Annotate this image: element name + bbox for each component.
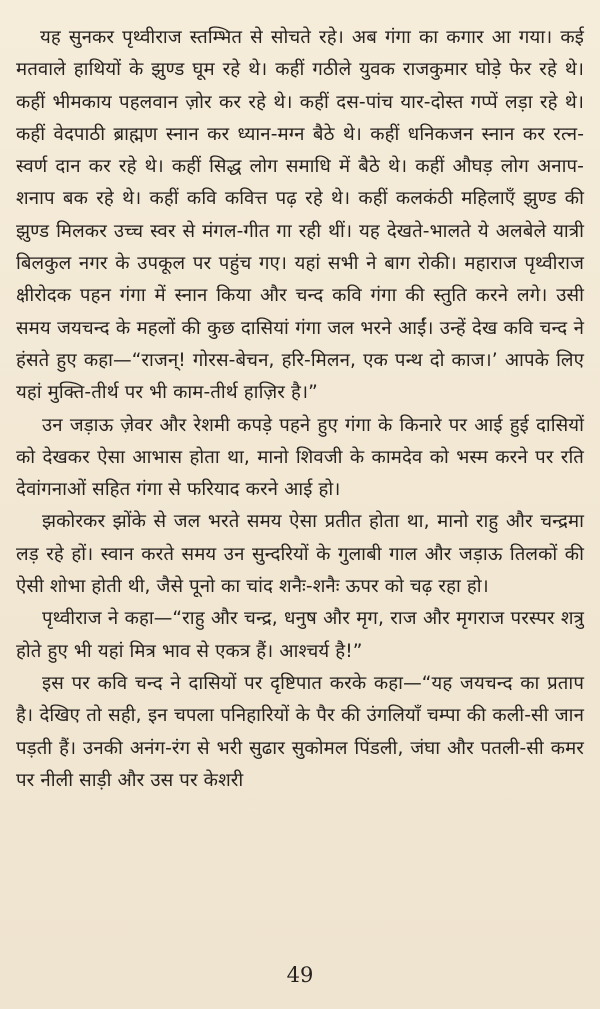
paragraph-1: यह सुनकर पृथ्वीराज स्तम्भित से सोचते रहे। अब गंगा का कगार आ गया। कई मतवाले हाथियों के झुण्ड घूम रहे थे। कहीं गठीले युवक राजकुमार घोड़े फेर रहे थे। कहीं भीमकाय पहलवान ज़ोर कर रहे थे। कहीं दस-पांच यार-दोस्त गप्पें लड़ा रहे थे। कहीं वेदपाठी ब्राह्मण स्नान कर ध्यान-मग्न बैठे थे। कहीं धनिकजन स्नान कर रत्न-स्वर्ण दान कर रहे थे। कहीं सिद्ध लोग समाधि में बैठे थे। कहीं औघड़ लोग अनाप-शनाप बक रहे थे। कहीं कवि कवित्त पढ़ रहे थे। कहीं कलकंठी महिलाएँ झुण्ड की झुण्ड मिलकर उच्च स्वर से मंगल-गीत गा रही थीं। यह देखते-भालते ये अलबेले यात्री बिलकुल नगर के उपकूल पर पहुंच गए। यहां सभी ने बाग रोकी। महाराज पृथ्वीराज क्षीरोदक पहन गंगा में स्नान किया और चन्द कवि गंगा की स्तुति करने लगे। उसी समय जयचन्द के महलों की कुछ दासियां गंगा जल भरने आईं। उन्हें देख कवि चन्द ने हंसते हुए कहा—“राजन्! गोरस-बेचन, हरि-मिलन, एक पन्थ दो काज।’ आपके लिए यहां मुक्ति-तीर्थ पर भी काम-तीर्थ हाज़िर है।”: [16, 27, 584, 404]
paragraph-5: इस पर कवि चन्द ने दासियों पर दृष्टिपात करके कहा—“यह जयचन्द का प्रताप है। देखिए तो सही, इन चपला पनिहारियों के पैर की उंगलियाँ चम्पा की कली-सी जान पड़ती हैं। उनकी अनंग-रंग से भरी सुढार सुकोमल पिंडली, जंघा और पतली-सी कमर पर नीली साड़ी और उस पर केशरी: [16, 672, 584, 791]
paragraph-2: उन जड़ाऊ ज़ेवर और रेशमी कपड़े पहने हुए गंगा के किनारे पर आई हुई दासियों को देखकर ऐसा आभास होता था, मानो शिवजी के कामदेव को भस्म करने पर रति देवांगनाओं सहित गंगा से फरियाद करने आई हो।: [16, 414, 584, 501]
paragraph-3: झकोरकर झोंके से जल भरते समय ऐसा प्रतीत होता था, मानो राहु और चन्द्रमा लड़ रहे हों। स्वान करते समय उन सुन्दरियों के गुलाबी गाल और जड़ाऊ तिलकों की ऐसी शोभा होती थी, जैसे पूनो का चांद शनैः-शनैः ऊपर को चढ़ रहा हो।: [16, 511, 584, 598]
page-number: 49: [286, 963, 314, 987]
paragraph-4: पृथ्वीराज ने कहा—“राहु और चन्द्र, धनुष और मृग, राज और मृगराज परस्पर शत्रु होते हुए भी यहां मित्र भाव से एकत्र हैं। आश्चर्य है!”: [16, 608, 584, 662]
